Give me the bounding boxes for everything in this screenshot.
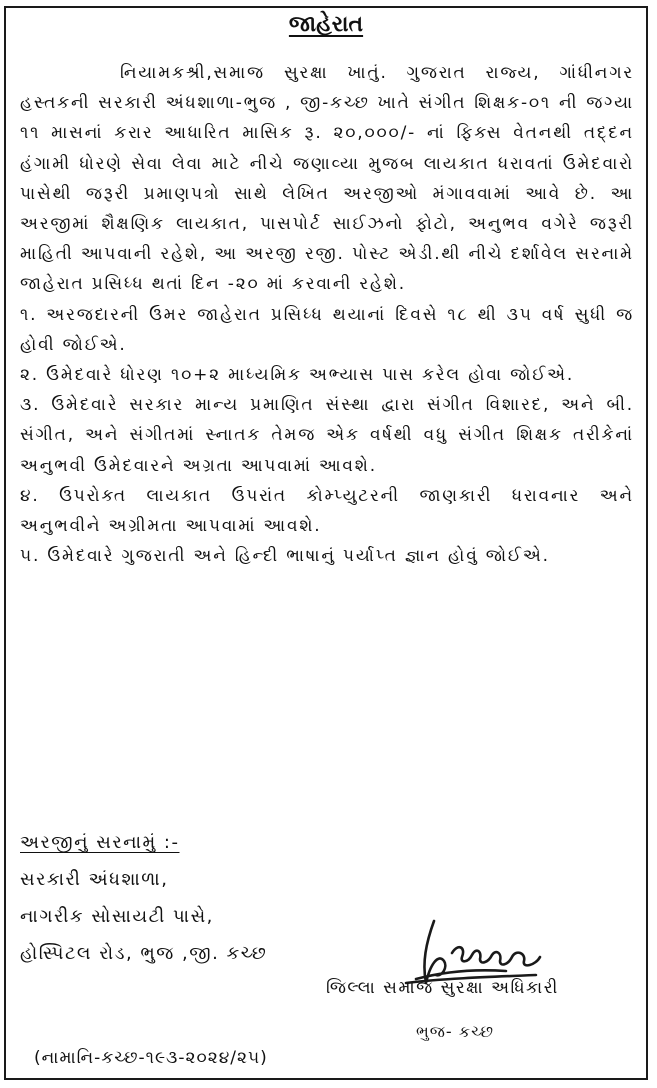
address-line: સરકારી અંધશાળા, [20,869,169,890]
notice-title-text: જાહેરાત [288,12,364,37]
notice-title [6,12,646,37]
address-heading: અરજીનું સરનામું :- [20,832,180,853]
condition-item: ૩. ઉમેદવારે સરકાર માન્ય પ્રમાણિત સંસ્થા દ્વારા સંગીત વિશારદ, અને બી. સંગીત, અને સંગીતમાં સ્નાતક તેમજ એક વર્ષથી વધુ સંગીત શિક્ષક તરીકેનાં અનુભવી ઉમેદવારને અગ્રતા આપવામાં આવશે. [20,395,634,476]
intro-paragraph: નિયામકશ્રી,સમાજ સુરક્ષા ખાતું. ગુજરાત રાજ્ય, ગાંધીનગર હસ્તકની સરકારી અંધશાળા-ભુજ , જી-કચ્છ ખાતે સંગીત શિક્ષક-૦૧ ની જગ્યા ૧૧ માસનાં કરાર આધારિત માસિક રૂ. ૨૦,૦૦૦/- નાં ફિક્સ વેતનથી તદ્દન હંગામી ધોરણે સેવા લેવા માટે નીચે જણાવ્યા મુજબ લાયકાત ધરાવતાં ઉમેદવારો પાસેથી જરૂરી પ્રમાણપત્રો સાથે લેખિત અરજીઓ મંગાવવામાં આવે છે. આ અરજીમાં શૈક્ષણિક લાયકાત, પાસપોર્ટ સાઈઝનો ફોટો, અનુભવ વગેરે જરૂરી માહિતી આપવાની રહેશે, આ અરજી રજી. પોસ્ટ એડી.થી નીચે દર્શાવેલ સરનામે જાહેરાત પ્રસિધ્ધ થતાં દિન -૨૦ માં કરવાની રહેશે. [20,63,634,295]
notice-box [4,6,648,1080]
signatory-place: ભુજ- કચ્છ [416,1022,495,1041]
condition-item: ૨. ઉમેદવારે ધોરણ ૧૦+૨ માધ્યમિક અભ્યાસ પાસ કરેલ હોવા જોઈએ. [20,365,575,386]
condition-item: ૫. ઉમેદવારે ગુજરાતી અને હિન્દી ભાષાનું પર્યાપ્ત જ્ઞાન હોવું જોઈએ. [20,546,550,567]
reference-number: (નામાનિ-કચ્છ-૧૯૩-૨૦૨૪/૨૫) [34,1048,268,1068]
condition-item: ૧. અરજદારની ઉમર જાહેરાત પ્રસિધ્ધ થયાનાં દિવસે ૧૮ થી ૩૫ વર્ષ સુધી જ હોવી જોઈએ. [20,304,634,355]
signatory-designation: જિલ્લા સમાજ સુરક્ષા અધિકારી [326,978,559,998]
address-line: નાગરીક સોસાયટી પાસે, [20,906,214,927]
notice-body [20,58,634,571]
condition-item: ૪. ઉપરોક્ત લાયકાત ઉપરાંત કોમ્પ્યુટરની જાણકારી ધરાવનાર અને અનુભવીને અગ્રીમતા આપવામાં આવશે. [20,485,634,537]
address-line: હોસ્પિટલ રોડ, ભુજ ,જી. કચ્છ [20,943,268,964]
application-address [20,824,267,972]
